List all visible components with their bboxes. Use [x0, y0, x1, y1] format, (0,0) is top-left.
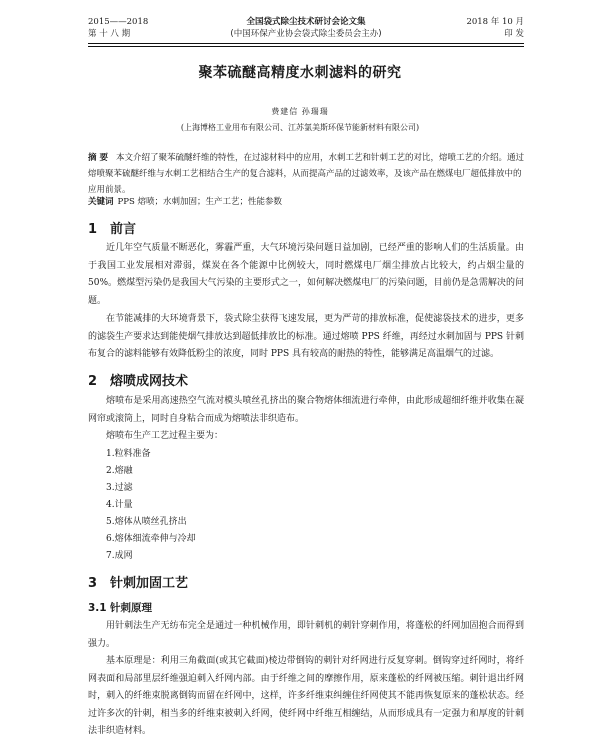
- header-publish-date: 2018 年 10 月: [466, 17, 524, 27]
- header-organizer: (中国环保产业协会袋式除尘委员会主办): [230, 29, 382, 39]
- paper-title: 聚苯硫醚高精度水刺滤料的研究: [198, 65, 402, 81]
- process-step: 4.计量: [106, 500, 133, 510]
- header-rule-thick: [88, 43, 524, 44]
- subsection-title: 针刺原理: [110, 602, 152, 614]
- section-title: 熔喷成网技术: [110, 374, 189, 389]
- section-number: 2: [88, 374, 98, 389]
- paragraph-meltblown-2: 熔喷布生产工艺过程主要为：: [106, 431, 224, 441]
- paper-authors: 费建信 孙瑞瑞: [271, 107, 329, 116]
- section-number: 1: [88, 222, 98, 237]
- abstract-text: 本文介绍了聚苯硫醚纤维的特性，在过滤材料中的应用，水刺工艺和针刺工艺的对比，熔喷工艺的介绍。通过熔喷聚苯硫醚纤维与水刺工艺相结合生产的复合滤料，从而提高产品的过滤效率，及该产品在燃煤电厂超低排放中的应用前景。: [88, 153, 524, 195]
- header-proceedings-title: 全国袋式除尘技术研讨会论文集: [246, 17, 366, 27]
- paper-affiliation: (上海博格工业用布有限公司、江苏氯美斯环保节能新材料有限公司): [180, 123, 420, 132]
- header-issue-number: 第 十 八 期: [88, 29, 131, 39]
- section-heading-1: [88, 218, 136, 237]
- paragraph-needle-2: 基本原理是：利用三角截面(或其它截面)棱边带倒钩的刺针对纤网进行反复穿刺。倒钩穿过纤网时，将纤网表面和局部里层纤维强迫刺入纤网内部。由于纤维之间的摩擦作用，原来蓬松的纤网被压缩。刺针退出纤网时，刺入的纤维束脱离倒钩而留在纤网中，这样，许多纤维束纠缠住纤网使其不能再恢复原来的蓬松状态。经过许多次的针刺，相当多的纤维束被刺入纤网，使纤网中纤维互相缠结，从而形成具有一定强力和厚度的针刺法非织造材料。: [88, 656, 524, 736]
- header-date-range: 2015——2018: [88, 17, 149, 27]
- abstract: [88, 150, 524, 198]
- header-print-label: 印 发: [504, 29, 524, 39]
- keywords: [88, 195, 524, 207]
- header-rule-thin: [88, 46, 524, 47]
- section-heading-3: [88, 572, 188, 591]
- process-step: 2.熔融: [106, 466, 133, 476]
- section-title: 针刺加固工艺: [110, 576, 189, 591]
- process-step: 3.过滤: [106, 483, 133, 493]
- process-step: 7.成网: [106, 551, 133, 561]
- subsection-heading-3-1: [88, 600, 152, 615]
- paragraph-meltblown-1: 熔喷布是采用高速热空气流对模头喷丝孔挤出的聚合物熔体细流进行牵伸，由此形成超细纤维并收集在凝网帘或滚筒上，同时自身粘合而成为熔喷法非织造布。: [88, 396, 524, 424]
- section-number: 3: [88, 576, 98, 591]
- paragraph-intro-1: 近几年空气质量不断恶化，雾霾严重，大气环境污染问题日益加剧，已经严重的影响人们的生活质量。由于我国工业发展相对滞弱，煤炭在各个能源中比例较大，同时燃煤电厂烟尘排放占比较大，约占烟尘量的 50%。燃煤型污染仍是我国大气污染的主要形式之一，如何解决燃煤电厂的污染问题，目前仍是急需解决的问题。: [88, 243, 524, 306]
- keywords-text: PPS 熔喷；水刺加固；生产工艺；性能参数: [117, 197, 282, 207]
- process-step: 1.粒料准备: [106, 449, 151, 459]
- paragraph-needle-1: 用针刺法生产无纺布完全是通过一种机械作用，即针刺机的刺针穿刺作用，将蓬松的纤网加固抱合而得到强力。: [88, 621, 524, 649]
- section-title: 前言: [110, 222, 137, 237]
- process-step: 5.熔体从喷丝孔挤出: [106, 517, 187, 527]
- paragraph-intro-2: 在节能减排的大环境背景下，袋式除尘获得飞速发展，更为严苛的排放标准，促使滤袋技术的进步，更多的滤袋生产要求达到能使烟气排放达到超低排放比的标准。通过熔喷 PPS 纤维，再经过水刺加固与 PPS 针刺布复合的滤料能够有效降低粉尘的浓度，同时 PPS 具有较高的耐热的特性，能够满足高温烟气的过滤。: [88, 314, 524, 359]
- subsection-number: 3.1: [88, 602, 107, 614]
- process-step: 6.熔体细流牵伸与冷却: [106, 534, 196, 544]
- abstract-label: 摘 要: [88, 153, 108, 163]
- section-heading-2: [88, 370, 188, 389]
- keywords-label: 关键词: [88, 197, 114, 207]
